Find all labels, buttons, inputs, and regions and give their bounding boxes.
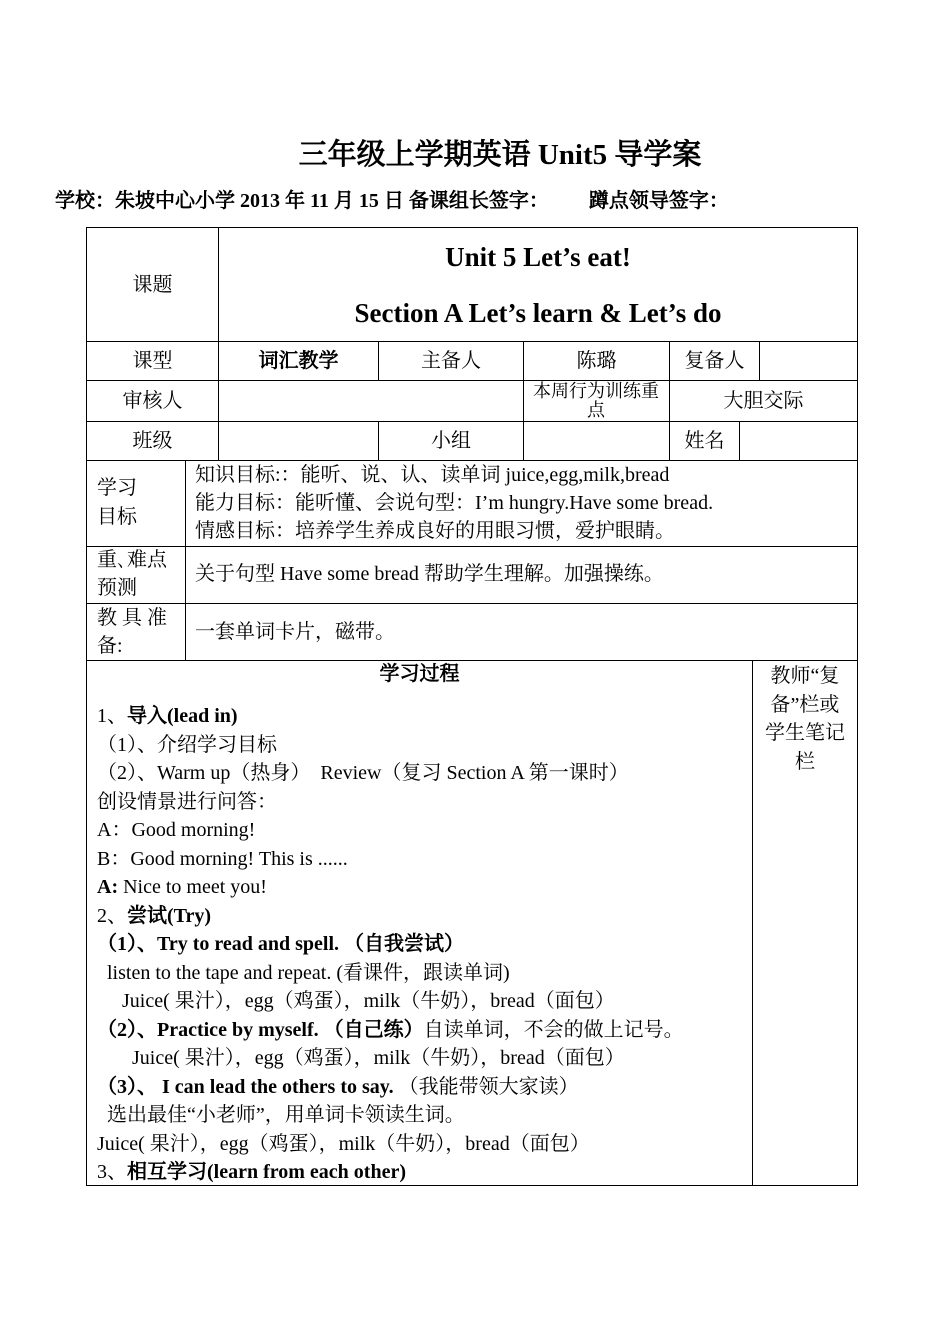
lesson-type-value: 词汇教学 bbox=[258, 350, 339, 372]
dialogue-line: A: Nice to meet you! bbox=[97, 876, 267, 898]
teacher-notes-column: 教师“复 备”栏或 学生笔记 栏 bbox=[765, 665, 845, 773]
learning-goals bbox=[195, 461, 713, 545]
vocabulary-line: Juice( 果汁），egg（鸡蛋），milk（牛奶），bread（面包） bbox=[97, 1047, 625, 1069]
class-value bbox=[219, 422, 378, 460]
step-learn-from-each-other: 3、相互学习(learn from each other) bbox=[97, 1161, 407, 1183]
student-name-label: 姓名 bbox=[684, 430, 725, 452]
teaching-tools-label: 教 具 准 备: bbox=[97, 607, 167, 657]
learning-process bbox=[97, 702, 684, 1187]
vocabulary-line: Juice( 果汁），egg（鸡蛋），milk（牛奶），bread（面包） bbox=[97, 990, 615, 1012]
weekly-focus-label: 本周行为训练重点 bbox=[533, 381, 659, 420]
co-preparer-value bbox=[760, 342, 857, 380]
reviewer-value bbox=[219, 381, 523, 421]
process-line: （2）、Warm up（热身） Review（复习 Section A 第一课时） bbox=[97, 762, 629, 784]
dialogue-line: B：Good morning! This is ...... bbox=[97, 847, 348, 870]
difficulty-value: 关于句型 Have some bread 帮助学生理解。加强操练。 bbox=[195, 563, 664, 585]
process-title: 学习过程 bbox=[379, 663, 460, 685]
group-label: 小组 bbox=[431, 430, 471, 452]
process-line: listen to the tape and repeat. (看课件，跟读单词) bbox=[97, 961, 510, 984]
topic-unit-title: Unit 5 Let’s eat! bbox=[445, 242, 631, 272]
knowledge-goal: 知识目标:：能听、说、认、读单词 juice,egg,milk,bread bbox=[195, 464, 670, 486]
process-line: 选出最佳“小老师”，用单词卡领读生词。 bbox=[97, 1104, 465, 1126]
school-info-line: 学校：朱坡中心小学 2013 年 11 月 15 日 备课组长签字： 蹲点领导签字： bbox=[55, 190, 729, 212]
topic-label: 课题 bbox=[132, 273, 173, 296]
difficulty-label: 重､难点 预测 bbox=[97, 549, 167, 599]
ability-goal: 能力目标：能听懂、会说句型：I’m hungry.Have some bread. bbox=[195, 492, 714, 514]
topic-section-title: Section A Let’s learn & Let’s do bbox=[354, 298, 722, 328]
step-try: 2、尝试(Try) bbox=[97, 904, 212, 927]
reviewer-label: 审核人 bbox=[122, 390, 183, 412]
page-title: 三年级上学期英语 Unit5 导学案 bbox=[298, 139, 702, 171]
co-preparer-label: 复备人 bbox=[684, 350, 745, 372]
main-preparer-label: 主备人 bbox=[421, 350, 481, 372]
process-line: 创设情景进行问答： bbox=[97, 790, 277, 813]
dialogue-line: A：Good morning! bbox=[97, 819, 256, 841]
main-preparer-value: 陈璐 bbox=[576, 350, 617, 372]
lesson-type-label: 课型 bbox=[132, 350, 173, 372]
process-line: （3）、 I can lead the others to say. （我能带领大家读） bbox=[97, 1075, 579, 1098]
process-line: （2）、Practice by myself. （自己练）自读单词，不会的做上记号。 bbox=[97, 1018, 684, 1041]
step-lead-in: 1、导入(lead in) bbox=[97, 705, 238, 727]
goals-label: 学习 目标 bbox=[97, 477, 137, 528]
process-line: （1）、介绍学习目标 bbox=[97, 733, 277, 756]
group-value bbox=[524, 422, 669, 460]
emotion-goal: 情感目标：培养学生养成良好的用眼习惯，爱护眼睛。 bbox=[195, 520, 675, 542]
vocabulary-line: Juice( 果汁），egg（鸡蛋），milk（牛奶），bread（面包） bbox=[97, 1132, 590, 1155]
student-name-value bbox=[740, 422, 857, 460]
class-label: 班级 bbox=[132, 430, 173, 452]
process-line: （1）、Try to read and spell. （自我尝试） bbox=[97, 933, 465, 955]
teaching-tools-value: 一套单词卡片，磁带。 bbox=[195, 621, 395, 643]
weekly-focus-value: 大胆交际 bbox=[723, 390, 804, 412]
